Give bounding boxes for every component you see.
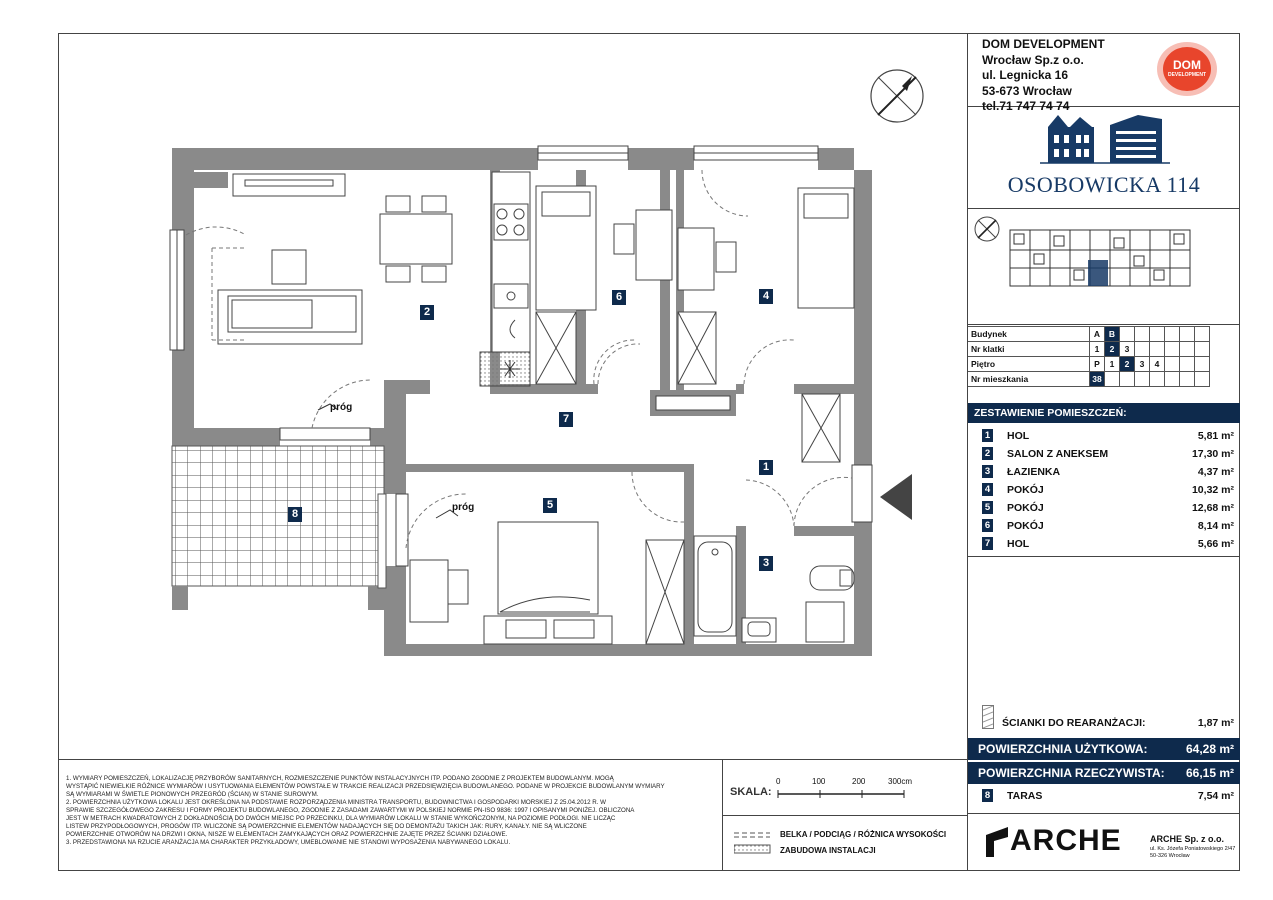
room-label-2: 2 [420, 305, 434, 320]
legend-beam: BELKA / PODCIĄG / RÓŻNICA WYSOKOŚCI [780, 830, 947, 839]
kitchen [480, 172, 530, 386]
developer-name: DOM DEVELOPMENT [982, 37, 1105, 51]
dom-development-logo [1156, 40, 1218, 98]
scale-tick-300: 300cm [888, 777, 913, 786]
scale-tick-100: 100 [812, 777, 826, 786]
room-row: 3 ŁAZIENKA 4,37 m² [968, 463, 1240, 481]
bathroom-fixtures [694, 536, 854, 642]
selected-unit-marker [1088, 260, 1108, 286]
rearrange-label: ŚCIANKI DO REARANŻACJI: [1002, 717, 1146, 729]
threshold-label: próg [330, 402, 353, 413]
room-label-7: 7 [559, 412, 573, 427]
site-plan [970, 210, 1240, 322]
legend-installation: ZABUDOWA INSTALACJI [780, 846, 876, 855]
building-illustration-icon [1040, 113, 1170, 165]
location-label: Nr klatki [968, 342, 1090, 357]
location-row-floor: Piętro P 1 2 3 4 [968, 357, 1210, 372]
room-label-1: 1 [759, 460, 773, 475]
panel-row-divider [968, 813, 1240, 814]
architect-city: 50-326 Wrocław [1150, 853, 1190, 859]
scale-tick-0: 0 [776, 777, 781, 786]
room-6-furniture [536, 186, 672, 384]
location-row-building: Budynek A B [968, 327, 1210, 342]
room-4-furniture [678, 170, 854, 462]
architect-name: ARCHE Sp. z o.o. [1150, 834, 1224, 844]
room-row: 6 POKÓJ 8,14 m² [968, 517, 1240, 535]
location-label: Nr mieszkania [968, 372, 1090, 387]
panel-row-divider [968, 208, 1240, 209]
developer-phone: tel.71 747 74 74 [982, 99, 1070, 113]
scale-tick-200: 200 [852, 777, 866, 786]
room-row: 4 POKÓJ 10,32 m² [968, 481, 1240, 499]
legend-swatches [734, 829, 772, 855]
actual-area-bar: POWIERZCHNIA RZECZYWISTA: 66,15 m² [968, 762, 1240, 784]
location-row-apartment: Nr mieszkania 38 [968, 372, 1210, 387]
notes-block: 1. WYMIARY POMIESZCZEŃ, LOKALIZACJĘ PRZYBORÓW SANITARNYCH, ROZMIESZCZENIE PUNKTÓW INSTALACYJNYCH ITP. PODANO ZGODNIE Z PROJEKTEM BUDOWLANYM. MOGĄ WYSTĄPIĆ NIEWIELKIE RÓŻNICE WYMIARÓW I USYTUOWANIA ELEMENTÓW POWSTAŁE W TRAKCIE REALIZACJI PRZEDSIĘWZIĘCIA BUDOWLANEGO. PODANE W PROJEKCIE BUDOWLANYM WYMIARY SĄ WYMIARAMI W ŚWIETLE PIONOWYCH PRZEGRÓD (ŚCIAN) W STANIE SUROWYM. 2. POWIERZCHNIA UŻYTKOWA LOKALU JEST OKREŚLONA NA PODSTAWIE ROZPORZĄDZENIA MINISTRA TRANSPORTU, BUDOWNICTWA I GOSPODARKI MORSKIEJ Z 25.04.2012 R. W SPRAWIE SZCZEGÓŁOWEGO ZAKRESU I FORMY PROJEKTU BUDOWLANEGO, ZGODNIE Z ZASADAMI ZAWARTYMI W POLSKIEJ NORMIE PN-ISO 9836: 1997 I OPISANYMI PONIŻEJ. OBLICZONA JEST W METRACH KWADRATOWYCH Z DOKŁADNOŚCIĄ DO DWÓCH MIEJSC PO PRZECINKU, DLA WYMIARÓW LOKALU W STANIE WYKOŃCZONYM, NA POZIOMIE PODŁOGI. NIE LICZĄC LISTEW PRZYPODŁOGOWYCH, PROGÓW ITP. WLICZONE SĄ POWIERZCHNIE ELEMENTÓW NADAJĄCYCH SIĘ DO DEMONTAŻU TAKICH JAK: RURY, KANAŁY. NIE SĄ WLICZONE POWIERZCHNIE OTWORÓW NA DRZWI I OKNA, NISZE W ELEMENTACH ZAMYKAJĄCYCH ORAZ POWIERZCHNIE ZAJĘTE PRZEZ ŚCIANKI DZIAŁOWE. 3. PRZEDSTAWIONA NA RZUCIE ARANŻACJA MA CHARAKTER PRZYKŁADOWY, UMEBLOWANIE NIE STANOWI WYPOSAŻENIA NABYWANEGO LOKALU. [66, 775, 665, 846]
location-row-staircase: Nr klatki 1 2 3 [968, 342, 1210, 357]
location-label: Budynek [968, 327, 1090, 342]
room-row: 2 SALON Z ANEKSEM 17,30 m² [968, 445, 1240, 463]
arche-logo-mark-icon [986, 827, 1008, 857]
room-label-3: 3 [759, 556, 773, 571]
north-arrow-icon [871, 70, 923, 122]
site-north-arrow-icon [975, 217, 999, 241]
room-label-8: 8 [288, 507, 302, 522]
developer-city: 53-673 Wrocław [982, 83, 1072, 98]
architect-address: ul. Ks. Józefa Poniatowskiego 2/47 [1150, 846, 1236, 852]
room-row: 1 HOL 5,81 m² [968, 427, 1240, 445]
room-label-5: 5 [543, 498, 557, 513]
terrace-tiles [172, 446, 384, 586]
rearrange-area: 1,87 m² [1197, 717, 1234, 729]
developer-info [982, 37, 1105, 115]
developer-street: ul. Legnicka 16 [982, 68, 1069, 82]
threshold-label: próg [452, 502, 475, 513]
scale-label: SKALA: [730, 786, 772, 798]
footer-divider [58, 759, 968, 760]
rooms-title: ZESTAWIENIE POMIESZCZEŃ: [968, 403, 1240, 423]
footer-divider-h [722, 815, 968, 816]
living-room-furniture [186, 172, 452, 344]
logo-main-text: DOM [1173, 58, 1201, 72]
room-label-4: 4 [759, 289, 773, 304]
terrace-row: 8 TARAS 7,54 m² [968, 787, 1240, 805]
entrance-arrow-icon [880, 474, 912, 520]
room-row: 5 POKÓJ 12,68 m² [968, 499, 1240, 517]
scale-bar [776, 784, 916, 800]
usable-area-bar: POWIERZCHNIA UŻYTKOWA: 64,28 m² [968, 738, 1240, 760]
room-label-6: 6 [612, 290, 626, 305]
location-table [968, 326, 1210, 387]
logo-sub-text: DEVELOPMENT [1167, 72, 1207, 78]
rooms-divider [968, 556, 1240, 557]
floor-plan [58, 33, 968, 759]
arche-logo: ARCHE [1010, 824, 1122, 857]
room-row: 7 HOL 5,66 m² [968, 535, 1240, 553]
room-5-furniture [410, 522, 684, 644]
panel-row-divider [968, 324, 1240, 325]
location-label: Piętro [968, 357, 1090, 372]
developer-company: Wrocław Sp.z o.o. [982, 52, 1084, 67]
rearrange-wall-swatch-icon [982, 705, 994, 729]
project-title: OSOBOWICKA 114 [1007, 172, 1201, 197]
